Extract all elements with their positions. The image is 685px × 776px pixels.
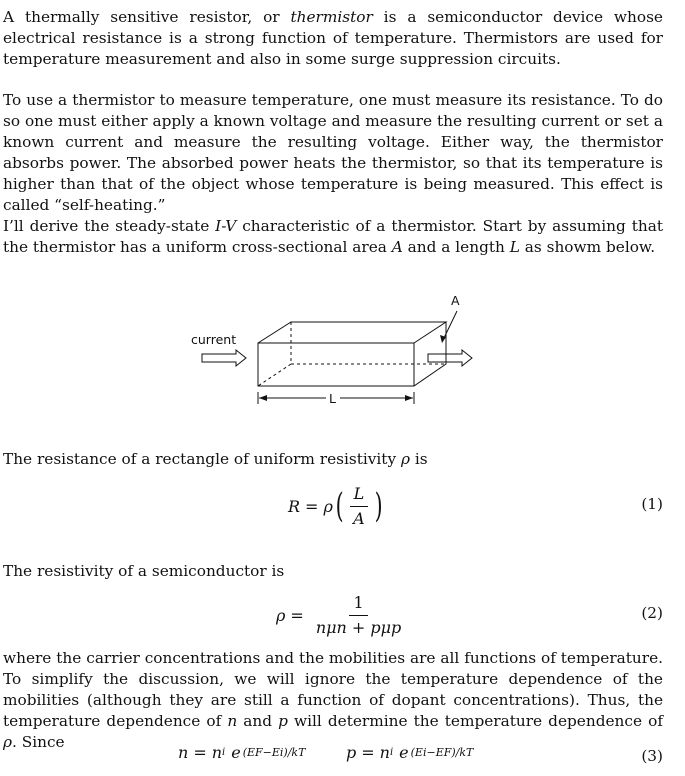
eq2-denominator: nμn + pμp: [315, 617, 402, 637]
equation-3-number: (3): [641, 747, 663, 765]
text-span: and: [237, 712, 279, 730]
text-span: where the carrier concentrations and the mobilities are all functions of temperature. To simplify the discussion, we will ignore the temperature dependence of the mobilities (although they are still a function of dopant concentrations). Thus, the temperature dependence of: [3, 649, 663, 730]
length-label: L: [329, 391, 336, 406]
eq1-equals: =: [305, 496, 319, 516]
equation-3-n: [178, 739, 305, 765]
current-out-arrow: [428, 350, 472, 366]
thermistor-diagram: [180, 288, 500, 418]
paragraph-iv-derivation: [3, 216, 663, 258]
equation-2-body: [276, 590, 408, 640]
current-label: current: [191, 332, 237, 347]
paragraph-self-heating: To use a thermistor to measure temperature, one must measure its resistance. To do so one must either apply a known voltage and measure the resulting current or set a known current and measure the resulting voltage. Either way, the thermistor absorbs power. The absorbed power heats the thermistor, so that its temperature is higher than that of the object whose temperature is being measured. This effect is called “self-heating.”: [3, 91, 663, 214]
paragraph-resistance: [3, 449, 663, 470]
eq1-rho: ρ: [323, 496, 333, 516]
text-span: characteristic of a thermistor. Start by assuming that the thermistor has a uniform cross-sectional area: [3, 217, 663, 256]
equation-2-number: (2): [641, 604, 663, 622]
eq1-open-paren: (: [335, 486, 344, 526]
text-span: The resistance of a rectangle of uniform resistivity: [3, 450, 401, 468]
text-span: is: [409, 450, 428, 468]
math-rho: ρ: [400, 450, 410, 468]
thermistor-figure: [180, 288, 500, 418]
eq3-n-ni-subscript: i: [222, 746, 226, 758]
eq3-p-lhs: p: [346, 742, 357, 762]
eq1-fraction: [349, 484, 369, 529]
text-span: I’ll derive the steady-state: [3, 217, 216, 235]
eq3-p-exponential: e: [399, 742, 409, 762]
eq2-fraction: [312, 593, 405, 638]
text-span: will determine the temperature dependence of: [287, 712, 663, 730]
length-arrowhead-left: [259, 395, 267, 401]
equation-1-number: (1): [641, 495, 663, 513]
eq3-n-exponential: e: [231, 742, 241, 762]
eq1-denominator: A: [353, 508, 365, 528]
text-span: A thermally sensitive resistor, or: [3, 8, 291, 26]
equation-1-body: [288, 482, 385, 530]
eq3-p-exponent: (Ei−EF)/kT: [410, 745, 474, 759]
area-label: A: [451, 293, 460, 308]
math-length: L: [509, 238, 520, 256]
eq3-n-equals: =: [193, 742, 207, 762]
eq3-p-ni: n: [379, 742, 390, 762]
text-span: is a semiconductor device whose electrical resistance is a strong function of temperature. Thermistors are used for temperature measurement and also in some surge suppression circuits.: [3, 8, 663, 68]
eq3-p-ni-subscript: i: [389, 746, 394, 758]
equation-1: [0, 482, 685, 530]
text-span: as showm below.: [519, 238, 656, 256]
math-n: n: [227, 712, 238, 730]
eq3-n-lhs: n: [178, 742, 189, 762]
eq1-numerator: L: [350, 484, 369, 507]
equation-3: [0, 739, 685, 769]
emphasis-thermistor: thermistor: [290, 8, 373, 26]
eq1-lhs: R: [288, 496, 301, 516]
math-p: p: [278, 712, 288, 730]
eq2-equals: =: [290, 605, 304, 625]
eq3-n-exponent: (EF−Ei)/kT: [242, 745, 306, 759]
eq1-close-paren: ): [374, 486, 383, 526]
length-arrowhead-right: [405, 395, 413, 401]
text-span: . Since: [12, 733, 65, 751]
math-area: A: [391, 238, 403, 256]
current-in-arrow: [202, 350, 246, 366]
area-pointer: [443, 311, 457, 340]
eq2-numerator: 1: [349, 593, 367, 616]
text-span: and a length: [402, 238, 510, 256]
equation-3-p: [346, 739, 473, 765]
box-hidden-edge: [258, 364, 291, 386]
eq2-lhs: ρ: [276, 605, 286, 625]
box-top-face: [258, 322, 446, 343]
equation-2: [0, 590, 685, 640]
paragraph-thermistor-intro: [3, 7, 663, 70]
math-iv: I-V: [215, 217, 237, 235]
math-rho: ρ: [3, 733, 12, 751]
paragraph-resistivity: The resistivity of a semiconductor is: [3, 562, 285, 580]
eq3-p-equals: =: [361, 742, 375, 762]
paragraph-carrier-concentrations: [3, 648, 663, 753]
eq3-n-ni: n: [211, 742, 223, 762]
